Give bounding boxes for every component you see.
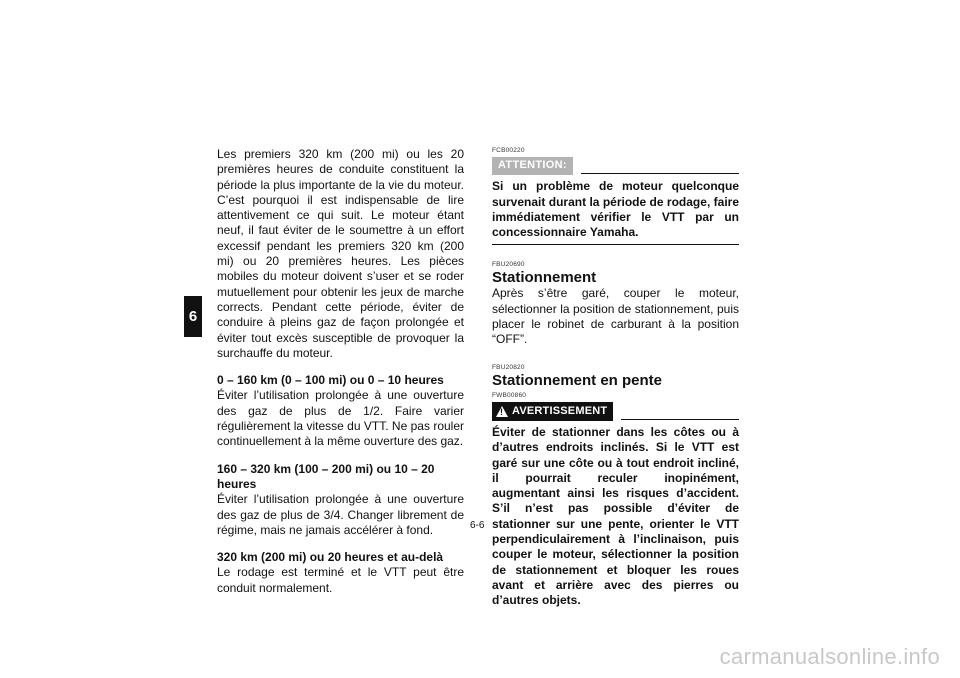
attention-text: Si un problème de moteur quelconque survenait durant la période de rodage, faire immédiatement vérifier le VTT par un concessionnaire Yamaha. xyxy=(492,179,739,240)
stage3-text: Le rodage est terminé et le VTT peut être conduit normalement. xyxy=(217,565,464,595)
parking-title: Stationnement xyxy=(492,269,597,287)
stage2-title: 160 – 320 km (100 – 200 mi) ou 10 – 20 heures xyxy=(217,461,435,491)
warning-rule xyxy=(621,419,739,420)
parking-code: FBU20690 xyxy=(492,261,525,269)
intro-paragraph: Les premiers 320 km (200 mi) ou les 20 premières heures de conduite constituent la période la plus importante de la vie du moteur. C’est pourquoi il est indispensable de lire attentivement ce qui suit. Le moteur étant neuf, il faut éviter de le soumettre à un effort excessif pendant les premiers 320 km (200 mi) ou 20 premières heures. Les pièces mobiles du moteur doivent s’user et se roder mutuellement pour obtenir les jeux de marche corrects. Pendant cette période, éviter de conduire à pleins gaz de façon prolongée et éviter tout excès susceptible de provoquer la surchauffe du moteur. xyxy=(217,147,464,360)
warning-triangle-icon xyxy=(496,406,508,417)
warning-label-box xyxy=(492,402,613,421)
attention-label: ATTENTION: xyxy=(492,157,573,175)
stage1-text: Éviter l’utilisation prolongée à une ouverture des gaz de plus de 1/2. Faire varier régulièrement la vitesse du VTT. Ne pas rouler continuellement à la même ouverture des gaz. xyxy=(217,388,464,449)
attention-rule xyxy=(581,173,739,174)
stage1-title: 0 – 160 km (0 – 100 mi) ou 0 – 10 heures xyxy=(217,373,444,388)
warning-header xyxy=(492,402,739,421)
slope-title: Stationnement en pente xyxy=(492,371,663,389)
right-column xyxy=(492,147,739,609)
stage3-title: 320 km (200 mi) ou 20 heures et au-delà xyxy=(217,550,444,565)
parking-text: Après s’être garé, couper le moteur, sélectionner la position de stationnement, puis placer le robinet de carburant à la position “OFF”. xyxy=(492,286,739,347)
slope-code: FBU20820 xyxy=(492,363,525,371)
chapter-tab: 6 xyxy=(184,296,202,337)
page-number: 6-6 xyxy=(470,520,485,531)
attention-code: FCB00220 xyxy=(492,147,525,154)
warning-code: FWB00860 xyxy=(492,391,527,399)
left-column xyxy=(217,147,464,596)
stage2-text: Éviter l’utilisation prolongée à une ouverture des gaz de plus de 3/4. Changer librement de régime, mais ne jamais accélérer à fond. xyxy=(217,492,464,537)
attention-header xyxy=(492,157,739,175)
watermark: carmanualsonline.info xyxy=(719,644,940,669)
warning-text: Éviter de stationner dans les côtes ou à d’autres endroits inclinés. Si le VTT est garé sur une côte ou à tout endroit incliné, il pourrait reculer inopinément, augmentant ainsi les risques d’accident. S’il n’est pas possible d’éviter de stationner sur une pente, orienter le VTT perpendiculairement à l’inclinaison, puis couper le moteur, sélectionner la position de stationnement et bloquer les roues avant et arrière avec des pierres ou d’autres objets. xyxy=(492,424,739,608)
warning-label: AVERTISSEMENT xyxy=(512,404,608,417)
